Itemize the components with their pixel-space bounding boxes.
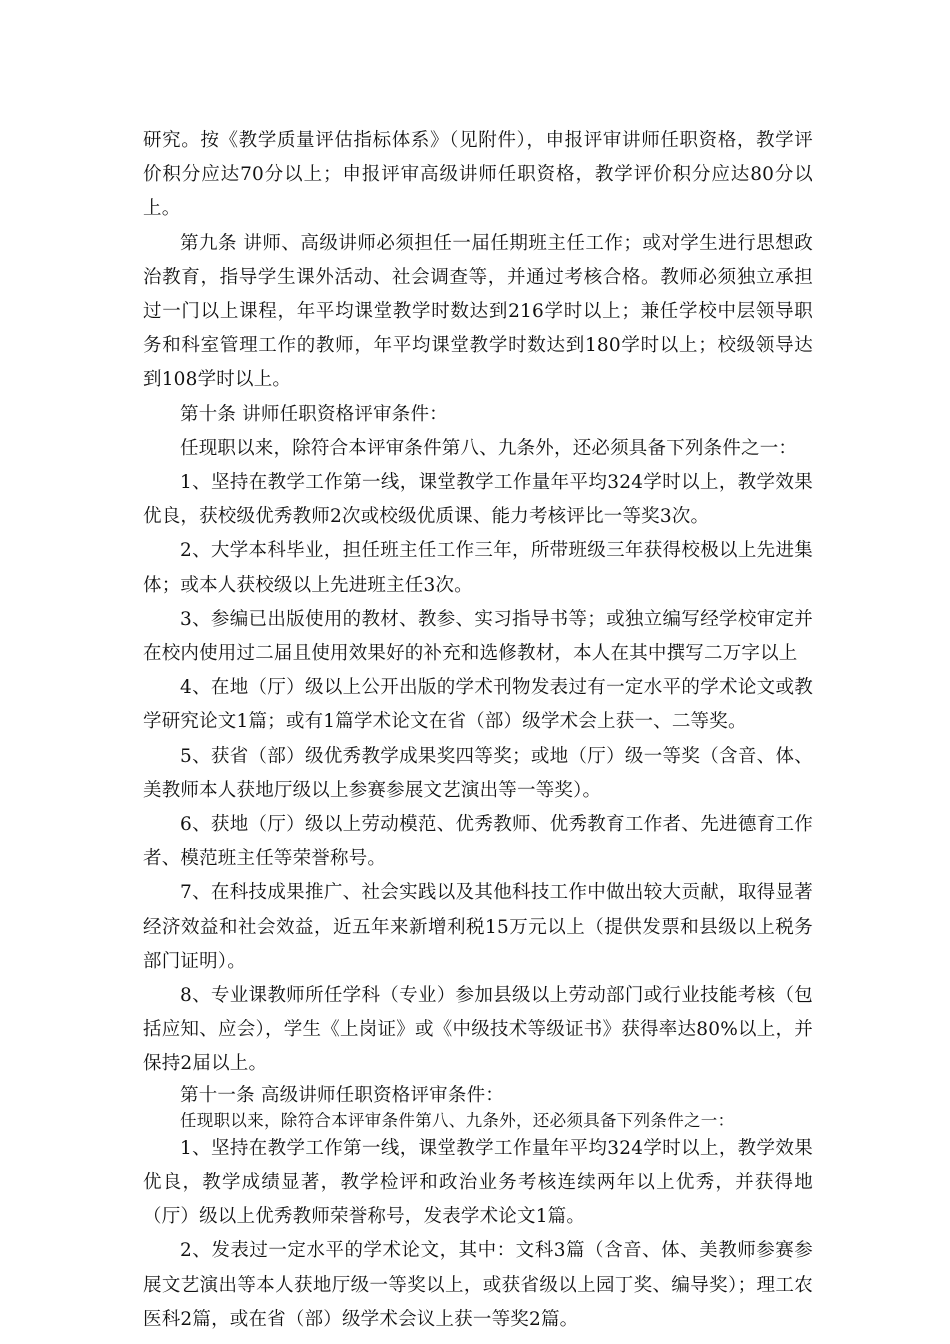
paragraph-article-10-item-1: 1、坚持在教学工作第一线，课堂教学工作量年平均324学时以上，教学效果优良，获校级优秀教师2次或校级优质课、能力考核评比一等奖3次。: [143, 472, 813, 528]
paragraph-article-9: 第九条 讲师、高级讲师必须担任一届任期班主任工作；或对学生进行思想政治教育，指导学生课外活动、社会调查等，并通过考核合格。教师必须独立承担过一门以上课程，年平均课堂教学时数达到216学时以上；兼任学校中层领导职务和科室管理工作的教师，年平均课堂教学时数达到180学时以上；校级领导达到108学时以上。: [143, 232, 813, 391]
paragraph-article-10-item-4: 4、在地（厅）级以上公开出版的学术刊物发表过有一定水平的学术论文或教学研究论文1篇；或有1篇学术论文在省（部）级学术会上获一、二等奖。: [143, 677, 813, 733]
paragraph-article-11-item-1: 1、坚持在教学工作第一线，课堂教学工作量年平均324学时以上，教学效果优良，教学成绩显著，教学检评和政治业务考核连续两年以上优秀，并获得地（厅）级以上优秀教师荣誉称号，发表学术论文1篇。: [143, 1137, 813, 1228]
paragraph-article-11-item-2: 2、发表过一定水平的学术论文，其中：文科3篇（含音、体、美教师参赛参展文艺演出等本人获地厅级一等奖以上，或获省级以上园丁奖、编导奖）；理工农医科2篇，或在省（部）级学术会议上获一等奖2篇。: [143, 1240, 813, 1330]
paragraph-article-11-heading: 第十一条 高级讲师任职资格评审条件：: [180, 1084, 504, 1106]
paragraph-article-10-heading: 第十条 讲师任职资格评审条件：: [180, 403, 448, 425]
paragraph-article-10-item-3: 3、参编已出版使用的教材、教参、实习指导书等；或独立编写经学校审定并在校内使用过二届且使用效果好的补充和选修教材，本人在其中撰写二万字以上: [143, 608, 813, 665]
paragraph-continuation: 研究。按《教学质量评估指标体系》（见附件），申报评审讲师任职资格，教学评价积分应达70分以上；申报评审高级讲师任职资格，教学评价积分应达80分以上。: [143, 130, 813, 220]
paragraph-article-10-item-2: 2、大学本科毕业，担任班主任工作三年，所带班级三年获得校极以上先进集体；或本人获校级以上先进班主任3次。: [143, 540, 813, 596]
paragraph-article-10-item-5: 5、获省（部）级优秀教学成果奖四等奖；或地（厅）级一等奖（含音、体、美教师本人获地厅级以上参赛参展文艺演出等一等奖）。: [143, 745, 813, 801]
paragraph-article-10-item-7: 7、在科技成果推广、社会实践以及其他科技工作中做出较大贡献，取得显著经济效益和社会效益，近五年来新增利税15万元以上（提供发票和县级以上税务部门证明）。: [143, 882, 813, 972]
paragraph-article-10-item-6: 6、获地（厅）级以上劳动模范、优秀教师、优秀教育工作者、先进德育工作者、模范班主任等荣誉称号。: [143, 814, 813, 870]
paragraph-article-11-intro: 任现职以来，除符合本评审条件第八、九条外，还必须具备下列条件之一：: [180, 1110, 735, 1130]
paragraph-article-10-item-8: 8、专业课教师所任学科（专业）参加县级以上劳动部门或行业技能考核（包括应知、应会），学生《上岗证》或《中级技术等级证书》获得率达80%以上，并保持2届以上。: [143, 985, 813, 1075]
document-body: [143, 124, 813, 1337]
paragraph-article-10-intro: 任现职以来，除符合本评审条件第八、九条外，还必须具备下列条件之一：: [180, 437, 798, 459]
